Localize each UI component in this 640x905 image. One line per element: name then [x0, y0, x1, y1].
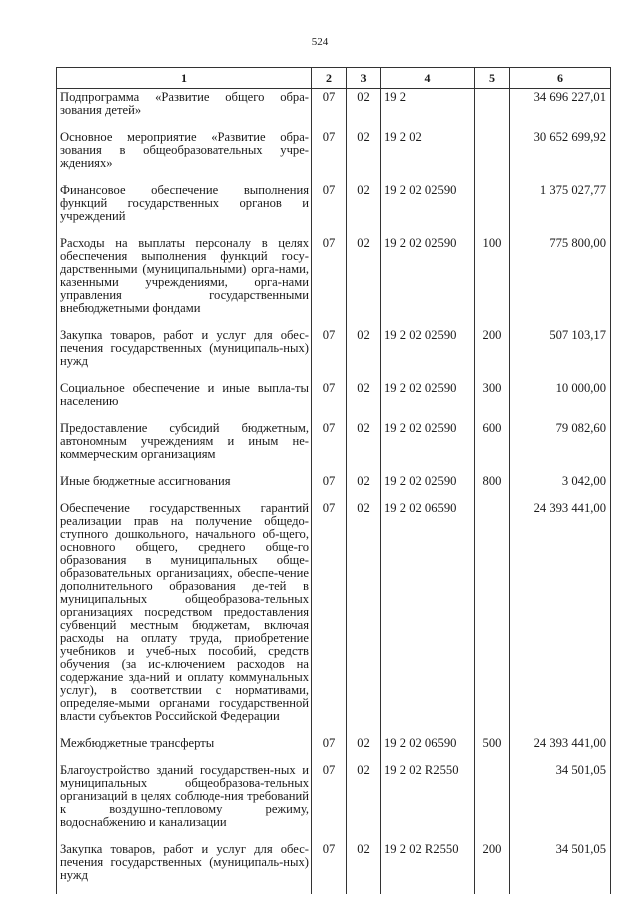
table-row — [57, 473, 611, 500]
row-col3: 02 — [347, 762, 381, 841]
row-csr: 19 2 02 R2550 — [381, 841, 475, 894]
table-row — [57, 327, 611, 380]
row-amount: 1 375 027,77 — [510, 182, 611, 235]
row-name: Подпрограмма «Развитие общего обра-зования детей» — [57, 89, 312, 130]
table-row — [57, 762, 611, 841]
row-col3: 02 — [347, 380, 381, 420]
row-name: Финансовое обеспечение выполнения функций государственных органов и учреждений — [57, 182, 312, 235]
row-col3: 02 — [347, 129, 381, 182]
row-csr: 19 2 02 02590 — [381, 327, 475, 380]
row-amount: 24 393 441,00 — [510, 500, 611, 735]
row-amount: 3 042,00 — [510, 473, 611, 500]
row-col2: 07 — [312, 129, 347, 182]
header-col-1: 1 — [57, 68, 312, 89]
row-amount: 34 501,05 — [510, 841, 611, 894]
row-name: Закупка товаров, работ и услуг для обес-печения государственных (муниципаль-ных) нужд — [57, 327, 312, 380]
row-name: Благоустройство зданий государствен-ных и муниципальных общеобразова-тельных организаций в целях соблюде-ния требований к воздушно-тепловому режиму, водоснабжению и канализации — [57, 762, 312, 841]
row-name: Обеспечение государственных гарантий реализации прав на получение общедо-ступного дошкольного, начального об-щего, основного общего, среднего обще-го образования в муниципальных обще-образовательных организациях, обеспе-чение дополнительного образования де-тей в муниципальных общеобразова-тельных организациях посредством предоставления субвенций местным бюджетам, включая расходы на оплату труда, приобретение учебников и учеб-ных пособий, средств обучения (за ис-ключением расходов на содержание зда-ний и оплату коммунальных услуг), в соответствии с нормативами, определяе-мыми органами государственной власти субъектов Российской Федерации — [57, 500, 312, 735]
row-vr — [475, 182, 510, 235]
row-vr: 100 — [475, 235, 510, 327]
row-col2: 07 — [312, 235, 347, 327]
row-name: Основное мероприятие «Развитие обра-зования в общеобразовательных учре-ждениях» — [57, 129, 312, 182]
table-row — [57, 500, 611, 735]
row-vr — [475, 500, 510, 735]
row-csr: 19 2 02 02590 — [381, 235, 475, 327]
row-col3: 02 — [347, 420, 381, 473]
table-body — [57, 89, 611, 895]
row-col3: 02 — [347, 235, 381, 327]
budget-table — [56, 67, 611, 894]
row-vr: 800 — [475, 473, 510, 500]
table-header-row — [57, 68, 611, 89]
row-col2: 07 — [312, 420, 347, 473]
row-col3: 02 — [347, 327, 381, 380]
header-col-2: 2 — [312, 68, 347, 89]
row-name: Межбюджетные трансферты — [57, 735, 312, 762]
table-row — [57, 841, 611, 894]
row-col3: 02 — [347, 500, 381, 735]
row-vr: 300 — [475, 380, 510, 420]
row-amount: 34 501,05 — [510, 762, 611, 841]
row-amount: 10 000,00 — [510, 380, 611, 420]
row-col2: 07 — [312, 473, 347, 500]
row-amount: 507 103,17 — [510, 327, 611, 380]
row-amount: 30 652 699,92 — [510, 129, 611, 182]
row-name: Иные бюджетные ассигнования — [57, 473, 312, 500]
row-col2: 07 — [312, 735, 347, 762]
table-row — [57, 420, 611, 473]
row-col2: 07 — [312, 89, 347, 130]
row-amount: 34 696 227,01 — [510, 89, 611, 130]
row-vr: 600 — [475, 420, 510, 473]
header-col-3: 3 — [347, 68, 381, 89]
row-csr: 19 2 02 02590 — [381, 380, 475, 420]
page-number: 524 — [311, 36, 329, 48]
row-amount: 24 393 441,00 — [510, 735, 611, 762]
row-amount: 775 800,00 — [510, 235, 611, 327]
row-name: Социальное обеспечение и иные выпла-ты населению — [57, 380, 312, 420]
row-csr: 19 2 02 — [381, 129, 475, 182]
row-col3: 02 — [347, 841, 381, 894]
header-col-5: 5 — [475, 68, 510, 89]
table-row — [57, 89, 611, 130]
row-col2: 07 — [312, 327, 347, 380]
row-col3: 02 — [347, 89, 381, 130]
row-vr — [475, 129, 510, 182]
row-vr: 500 — [475, 735, 510, 762]
row-vr: 200 — [475, 841, 510, 894]
table-row — [57, 235, 611, 327]
header-col-6: 6 — [510, 68, 611, 89]
row-col2: 07 — [312, 500, 347, 735]
row-csr: 19 2 02 06590 — [381, 500, 475, 735]
row-csr: 19 2 02 06590 — [381, 735, 475, 762]
row-col3: 02 — [347, 735, 381, 762]
table-row — [57, 735, 611, 762]
table-row — [57, 129, 611, 182]
row-csr: 19 2 02 R2550 — [381, 762, 475, 841]
header-col-4: 4 — [381, 68, 475, 89]
row-col3: 02 — [347, 182, 381, 235]
row-csr: 19 2 02 02590 — [381, 420, 475, 473]
row-name: Предоставление субсидий бюджетным, автономным учреждениям и иным не-коммерческим организациям — [57, 420, 312, 473]
row-col2: 07 — [312, 841, 347, 894]
row-col2: 07 — [312, 380, 347, 420]
row-amount: 79 082,60 — [510, 420, 611, 473]
row-col2: 07 — [312, 182, 347, 235]
row-name: Закупка товаров, работ и услуг для обес-печения государственных (муниципаль-ных) нужд — [57, 841, 312, 894]
row-col2: 07 — [312, 762, 347, 841]
row-csr: 19 2 02 02590 — [381, 473, 475, 500]
row-vr — [475, 762, 510, 841]
row-col3: 02 — [347, 473, 381, 500]
table-row — [57, 182, 611, 235]
row-csr: 19 2 — [381, 89, 475, 130]
row-csr: 19 2 02 02590 — [381, 182, 475, 235]
row-vr — [475, 89, 510, 130]
table-row — [57, 380, 611, 420]
row-vr: 200 — [475, 327, 510, 380]
row-name: Расходы на выплаты персоналу в целях обеспечения выполнения функций госу-дарственными (муниципальными) орга-нами, казенными учреждениями, орга-нами управления государственными внебюджетными фондами — [57, 235, 312, 327]
